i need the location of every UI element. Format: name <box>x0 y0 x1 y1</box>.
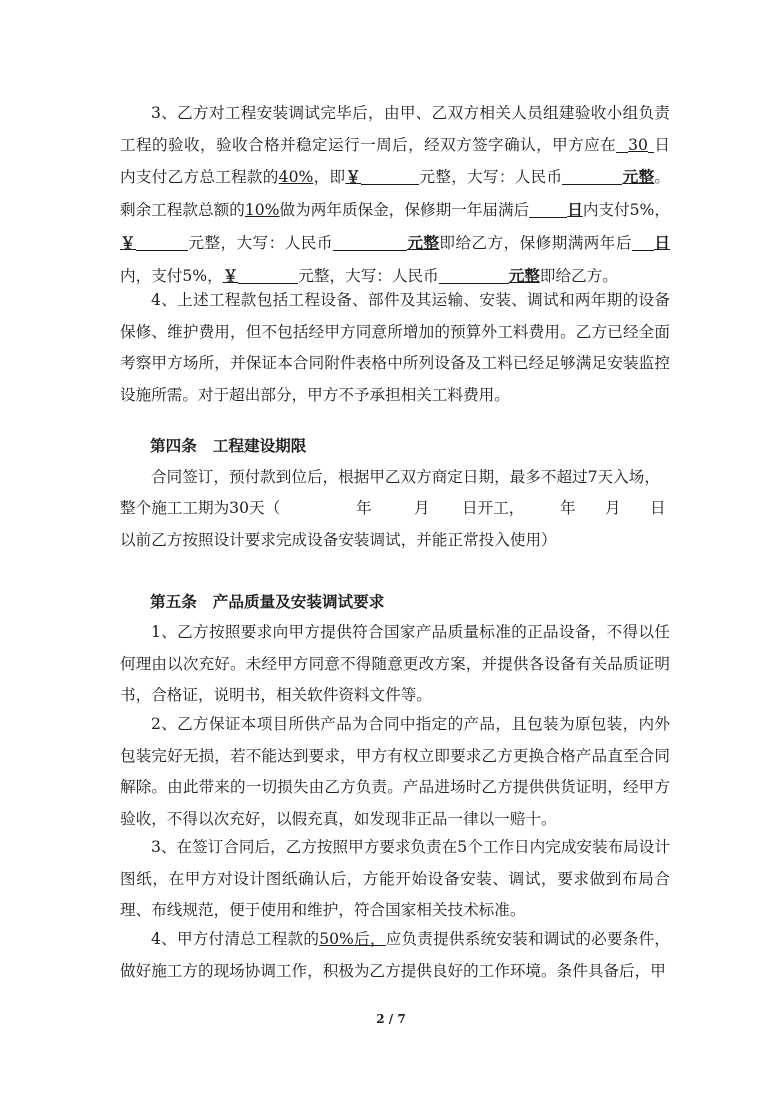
payment-text-19: 即给乙方。 <box>539 266 618 285</box>
start-month-label: 月 <box>414 499 430 517</box>
article-4-heading <box>150 430 306 462</box>
article-4-title: 工程建设期限 <box>212 436 307 455</box>
end-month-label: 月 <box>605 499 621 517</box>
days-blank <box>529 201 567 218</box>
article-5-number: 第五条 <box>150 592 197 611</box>
payment-terms-paragraph <box>120 98 670 292</box>
start-year-label: 年 <box>356 499 372 517</box>
start-day-label: 日开工， <box>462 499 525 517</box>
end-year-label: 年 <box>560 499 576 517</box>
article-4-line-3: 以前乙方按照设计要求完成设备安装调试，并能正常投入使用） <box>120 531 557 549</box>
article-5-item-2: 2、乙方保证本项目所供产品为合同中指定的产品，且包装为原包装，内外包装完好无损，若不能达到要求，甲方有权立即要求乙方更换合格产品直至合同解除。由此带来的一切损失由乙方负责。产品进场时乙方提供供货证明，经甲方验收，不得以次充好，以假充真，如发现非正品一律以一赔十。 <box>120 715 670 829</box>
payment-text-11: 元整 <box>188 233 221 252</box>
payment-text-18: 元整 <box>508 265 540 285</box>
blank <box>616 136 628 153</box>
article-5-heading <box>150 586 384 618</box>
payment-text-4: 元整 <box>419 168 452 187</box>
payment-text-5: ，大写：人民币 <box>451 168 563 187</box>
item-4-percent: 50%后， <box>319 930 386 948</box>
page-number: 2 / 7 <box>376 1012 406 1026</box>
article-4-line-1: 合同签订，预付款到位后，根据甲乙双方商定日期，最多不超过7天入场， <box>151 468 660 486</box>
item-4-text-a: 4、甲方付清总工程款的 <box>151 930 320 948</box>
article-5-item-4 <box>120 924 670 987</box>
payment-text-13: 元整 <box>406 232 440 252</box>
article-5-item-3: 3、在签订合同后，乙方按照甲方要求负责在5个工作日内完成安装布局设计图纸，在甲方对设计图纸确认后，方能开始设备安装、调试，要求做到布局合理、布线规范，便于使用和维护，符合国家相关技术标准。 <box>120 838 670 920</box>
payment-text-2: 日内支付乙方总工程款的 <box>120 135 670 187</box>
payment-text-16: 内，支付5%， <box>120 266 223 285</box>
yen-sign-3: ￥ <box>222 265 239 285</box>
payment-text-7: 。剩余工程款总额的 <box>120 168 670 220</box>
days-blank-2 <box>632 234 654 251</box>
article-5-title: 产品质量及安装调试要求 <box>212 592 385 611</box>
yen-sign-2: ￥ <box>120 232 137 252</box>
amount-words-blank-3 <box>439 267 509 284</box>
article-4-number: 第四条 <box>150 436 197 455</box>
payment-text-12: ，大写：人民币 <box>220 233 333 252</box>
end-day-label: 日 <box>650 499 666 517</box>
payment-text-8: 做为两年质保金，保修期一年届满后 <box>279 201 530 220</box>
amount-words-blank <box>562 168 622 185</box>
payment-text-10: 内支付5%， <box>582 201 670 220</box>
amount-words-blank-2 <box>333 234 407 251</box>
warranty-percent: 10% <box>244 201 280 220</box>
payment-text-3: ，即 <box>313 168 346 187</box>
first-payment-percent: 40% <box>278 168 314 187</box>
amount-blank <box>361 168 419 185</box>
amount-blank-2 <box>136 234 188 251</box>
payment-text-14: 即给乙方，保修期满两年后 <box>439 233 632 252</box>
payment-text-6: 元整 <box>622 167 655 187</box>
article-4-line-2 <box>120 493 670 525</box>
acceptance-days-value: 30 <box>628 135 648 154</box>
payment-text-15: 日 <box>653 232 670 252</box>
payment-text-9: 日 <box>567 200 583 220</box>
article-5-item-1: 1、乙方按照要求向甲方提供符合国家产品质量标准的正品设备，不得以任何理由以次充好。未经甲方同意不得随意更改方案，并提供各设备有关品质证明书，合格证，说明书，相关软件资料文件等。 <box>120 623 670 705</box>
schedule-text: 整个施工工期为30天（ <box>120 499 281 517</box>
cost-scope-paragraph: 4、上述工程款包括工程设备、部件及其运输、安装、调试和两年期的设备保修、维护费用，但不包括经甲方同意所增加的预算外工料费用。乙方已经全面考察甲方场所，并保证本合同附件表格中所列设备及工料已经足够满足安装监控设施所需。对于超出部分，甲方不予承担相关工料费用。 <box>120 291 670 405</box>
item-4-text-b: 应负责提供系统安装和调试的必要条件，做好施工方的现场协调工作，积极为乙方提供良好的工作环境。条件具备后，甲 <box>120 930 670 980</box>
amount-blank-3 <box>238 267 298 284</box>
yen-sign: ￥ <box>345 167 362 187</box>
payment-text-17: 元整，大写：人民币 <box>298 266 439 285</box>
payment-text-1: 3、乙方对工程安装调试完毕后，由甲、乙双方相关人员组建验收小组负责工程的验收，验收合格并稳定运行一周后，经双方签字确认，甲方应在 <box>120 104 670 154</box>
